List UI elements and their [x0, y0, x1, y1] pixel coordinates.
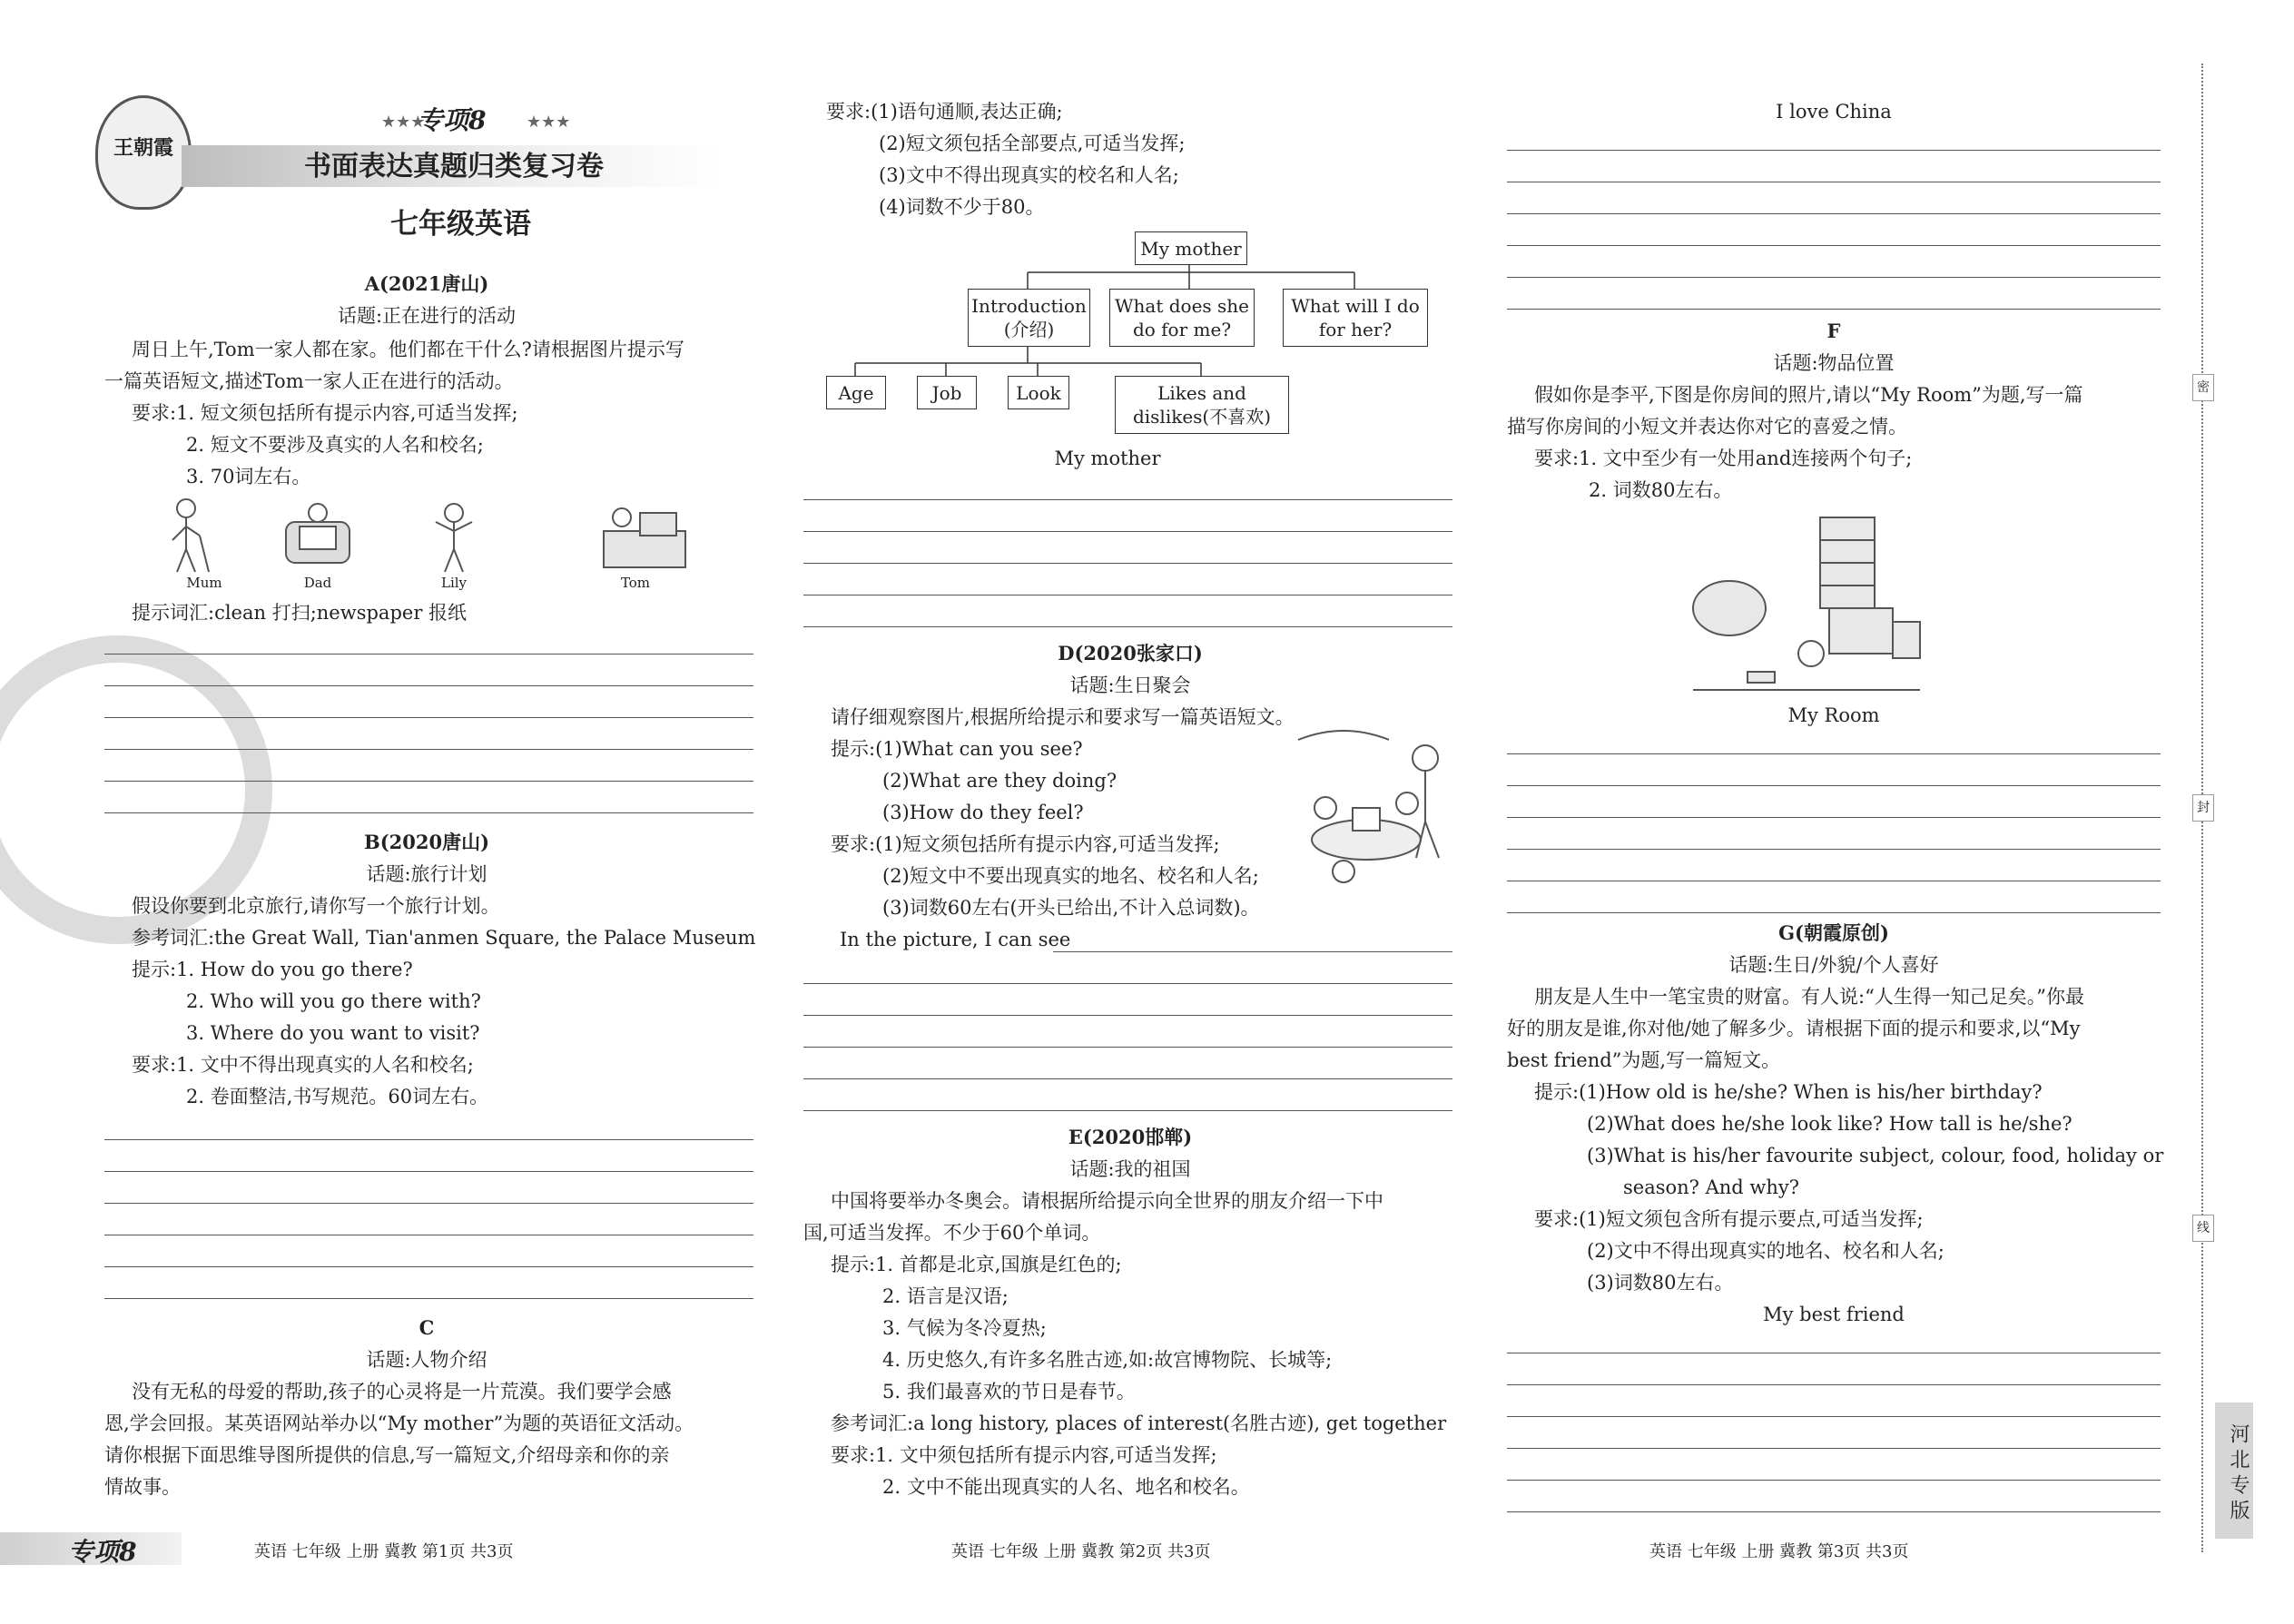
series-label: 专项8	[418, 105, 487, 135]
section-b-intro: 假设你要到北京旅行,请你写一个旅行计划。	[132, 895, 500, 917]
section-f-para-2: 描写你房间的小短文并表达你对它的喜爱之情。	[1507, 416, 1907, 438]
section-f-topic: 话题:物品位置	[1773, 352, 1895, 374]
section-g-topic: 话题:生日/外貌/个人喜好	[1728, 954, 1939, 976]
mindmap-introduction: Introduction (介绍)	[968, 289, 1090, 347]
section-g-req-3: (3)词数80左右。	[1587, 1272, 1734, 1294]
footer-page-2: 英语 七年级 上册 冀教 第2页 共3页	[951, 1542, 1211, 1561]
section-e-heading: E(2020邯郸)	[1068, 1126, 1193, 1148]
birthday-party-illustration	[1289, 722, 1462, 903]
section-b-hint-1: 提示:1. How do you go there?	[132, 959, 413, 980]
section-e-hint-5: 5. 我们最喜欢的节日是春节。	[882, 1381, 1136, 1403]
section-c-para-4: 情故事。	[104, 1476, 181, 1498]
section-g-para-3: best friend”为题,写一篇短文。	[1507, 1049, 1781, 1071]
section-a-topic: 话题:正在进行的活动	[337, 305, 517, 327]
section-b-req-2: 2. 卷面整洁,书写规范。60词左右。	[186, 1086, 489, 1107]
side-mark-xian: 线	[2192, 1215, 2214, 1242]
footer-series: 专项8	[68, 1537, 137, 1567]
section-g-hint-3: (3)What is his/her favourite subject, colour, food, holiday or	[1587, 1145, 2164, 1166]
side-mark-feng: 封	[2192, 794, 2214, 822]
section-g-para-1: 朋友是人生中一笔宝贵的财富。有人说:“人生得一知己足矣。”你最	[1534, 986, 2085, 1008]
mindmap-what-i-will-do: What will I do for her?	[1283, 289, 1428, 347]
section-d-req-2: (2)短文中不要出现真实的地名、校名和人名;	[882, 865, 1259, 887]
section-c-para-3: 请你根据下面思维导图所提供的信息,写一篇短文,介绍母亲和你的亲	[104, 1444, 670, 1466]
section-e-req-1: 要求:1. 文中须包括所有提示内容,可适当发挥;	[831, 1444, 1217, 1466]
footer-page-3: 英语 七年级 上册 冀教 第3页 共3页	[1649, 1542, 1909, 1561]
column-1	[91, 0, 763, 1624]
section-d-opening: In the picture, I can see	[840, 929, 1071, 950]
section-f-para-1: 假如你是李平,下图是你房间的照片,请以“My Room”为题,写一篇	[1534, 384, 2083, 406]
section-d-hint-1: 提示:(1)What can you see?	[831, 738, 1083, 760]
section-b-hint-2: 2. Who will you go there with?	[186, 990, 481, 1012]
side-mark-mi: 密	[2192, 374, 2214, 401]
tom-figure	[604, 508, 685, 567]
mum-figure	[172, 499, 209, 572]
section-f-heading: F	[1826, 320, 1841, 342]
mindmap-root: My mother	[1135, 231, 1247, 265]
section-a-req-3: 3. 70词左右。	[186, 466, 311, 487]
section-c-req-4: (4)词数不少于80。	[879, 196, 1045, 218]
section-c-req-3: (3)文中不得出现真实的校名和人名;	[879, 164, 1179, 186]
logo-text: 王朝霞	[113, 136, 173, 160]
label-mum: Mum	[186, 575, 222, 591]
column-3	[1502, 0, 2165, 1624]
section-e-req-2: 2. 文中不能出现真实的人名、地名和校名。	[882, 1476, 1250, 1498]
section-a-heading: A(2021唐山)	[364, 272, 489, 295]
section-e-para-2: 国,可适当发挥。不少于60个单词。	[803, 1222, 1101, 1244]
column-2	[799, 0, 1462, 1624]
section-e-topic: 话题:我的祖国	[1069, 1158, 1191, 1180]
section-d-req-1: 要求:(1)短文须包括所有提示内容,可适当发挥;	[831, 833, 1220, 855]
section-g-hint-3b: season? And why?	[1623, 1176, 1800, 1198]
section-c-req-1: 要求:(1)语句通顺,表达正确;	[826, 101, 1063, 123]
edition-badge: 河北专版	[2215, 1403, 2253, 1539]
label-lily: Lily	[440, 575, 468, 591]
section-b-req-1: 要求:1. 文中不得出现真实的人名和校名;	[132, 1054, 474, 1076]
lily-figure	[436, 504, 472, 572]
section-e-hint-3: 3. 气候为冬冷夏热;	[882, 1317, 1047, 1339]
section-b-topic: 话题:旅行计划	[366, 863, 487, 885]
section-b-vocab: 参考词汇:the Great Wall, Tian'anmen Square, the Palace Museum	[132, 927, 756, 949]
footer-page-1: 英语 七年级 上册 冀教 第1页 共3页	[254, 1542, 514, 1561]
section-c-req-2: (2)短文须包括全部要点,可适当发挥;	[879, 133, 1186, 154]
room-illustration	[1684, 508, 1929, 694]
stars-right-icon: ★★★	[527, 113, 571, 132]
section-g-essay-title: My best friend	[1763, 1304, 1905, 1325]
section-f-req-2: 2. 词数80左右。	[1589, 479, 1733, 501]
dad-figure	[286, 504, 350, 563]
section-a-intro-1: 周日上午,Tom一家人都在家。他们都在干什么?请根据图片提示写	[132, 339, 684, 360]
section-e-para-1: 中国将要举办冬奥会。请根据所给提示向全世界的朋友介绍一下中	[831, 1190, 1383, 1212]
section-d-hint-2: (2)What are they doing?	[882, 770, 1117, 792]
section-d-req-3: (3)词数60左右(开头已给出,不计入总词数)。	[882, 897, 1260, 919]
section-c-para-2: 恩,学会回报。某英语网站举办以“My mother”为题的英语征文活动。	[104, 1412, 694, 1434]
section-g-hint-1: 提示:(1)How old is he/she? When is his/her birthday?	[1534, 1081, 2043, 1103]
section-a-intro-2: 一篇英语短文,描述Tom一家人正在进行的活动。	[104, 370, 514, 392]
section-d-heading: D(2020张家口)	[1058, 642, 1203, 664]
mindmap-age: Age	[826, 376, 886, 409]
section-a-vocab: 提示词汇:clean 打扫;newspaper 报纸	[132, 602, 468, 624]
mindmap-what-she-does: What does she do for me?	[1109, 289, 1255, 347]
mindmap-look: Look	[1008, 376, 1069, 409]
mindmap-job: Job	[917, 376, 977, 409]
section-f-req-1: 要求:1. 文中至少有一处用and连接两个句子;	[1534, 448, 1913, 469]
label-tom: Tom	[620, 575, 651, 591]
section-d-intro: 请仔细观察图片,根据所给提示和要求写一篇英语短文。	[831, 706, 1295, 728]
section-e-hint-1: 提示:1. 首都是北京,国旗是红色的;	[831, 1254, 1122, 1275]
family-figures-illustration	[150, 495, 740, 586]
section-e-essay-title: I love China	[1776, 101, 1892, 123]
section-g-heading: G(朝霞原创)	[1778, 921, 1889, 944]
section-f-caption: My Room	[1787, 704, 1880, 726]
section-a-req-1: 要求:1. 短文须包括所有提示内容,可适当发挥;	[132, 402, 518, 424]
section-g-hint-2: (2)What does he/she look like? How tall is he/she?	[1587, 1113, 2072, 1135]
section-d-topic: 话题:生日聚会	[1069, 674, 1191, 696]
section-d-hint-3: (3)How do they feel?	[882, 802, 1084, 823]
section-b-hint-3: 3. Where do you want to visit?	[186, 1022, 480, 1044]
section-g-para-2: 好的朋友是谁,你对他/她了解多少。请根据下面的提示和要求,以“My	[1507, 1018, 2081, 1039]
section-c-essay-title: My mother	[1054, 448, 1161, 469]
section-g-req-2: (2)文中不得出现真实的地名、校名和人名;	[1587, 1240, 1944, 1262]
section-g-req-1: 要求:(1)短文须包含所有提示要点,可适当发挥;	[1534, 1208, 1924, 1230]
section-c-heading: C	[418, 1316, 435, 1339]
section-a-req-2: 2. 短文不要涉及真实的人名和校名;	[186, 434, 484, 456]
section-e-vocab: 参考词汇:a long history, places of interest(名胜古迹), get together	[831, 1412, 1447, 1434]
section-e-hint-2: 2. 语言是汉语;	[882, 1285, 1009, 1307]
section-c-topic: 话题:人物介绍	[366, 1349, 487, 1371]
section-e-hint-4: 4. 历史悠久,有许多名胜古迹,如:故宫博物院、长城等;	[882, 1349, 1333, 1371]
page-title: 书面表达真题归类复习卷	[304, 151, 604, 182]
page-subtitle: 七年级英语	[390, 208, 531, 241]
mindmap-likes-dislikes: Likes and dislikes(不喜欢)	[1115, 376, 1289, 434]
label-dad: Dad	[303, 575, 332, 591]
stars-left-icon: ★★★	[381, 113, 426, 132]
section-b-heading: B(2020唐山)	[363, 831, 490, 853]
section-c-para-1: 没有无私的母爱的帮助,孩子的心灵将是一片荒漠。我们要学会感	[132, 1381, 672, 1403]
